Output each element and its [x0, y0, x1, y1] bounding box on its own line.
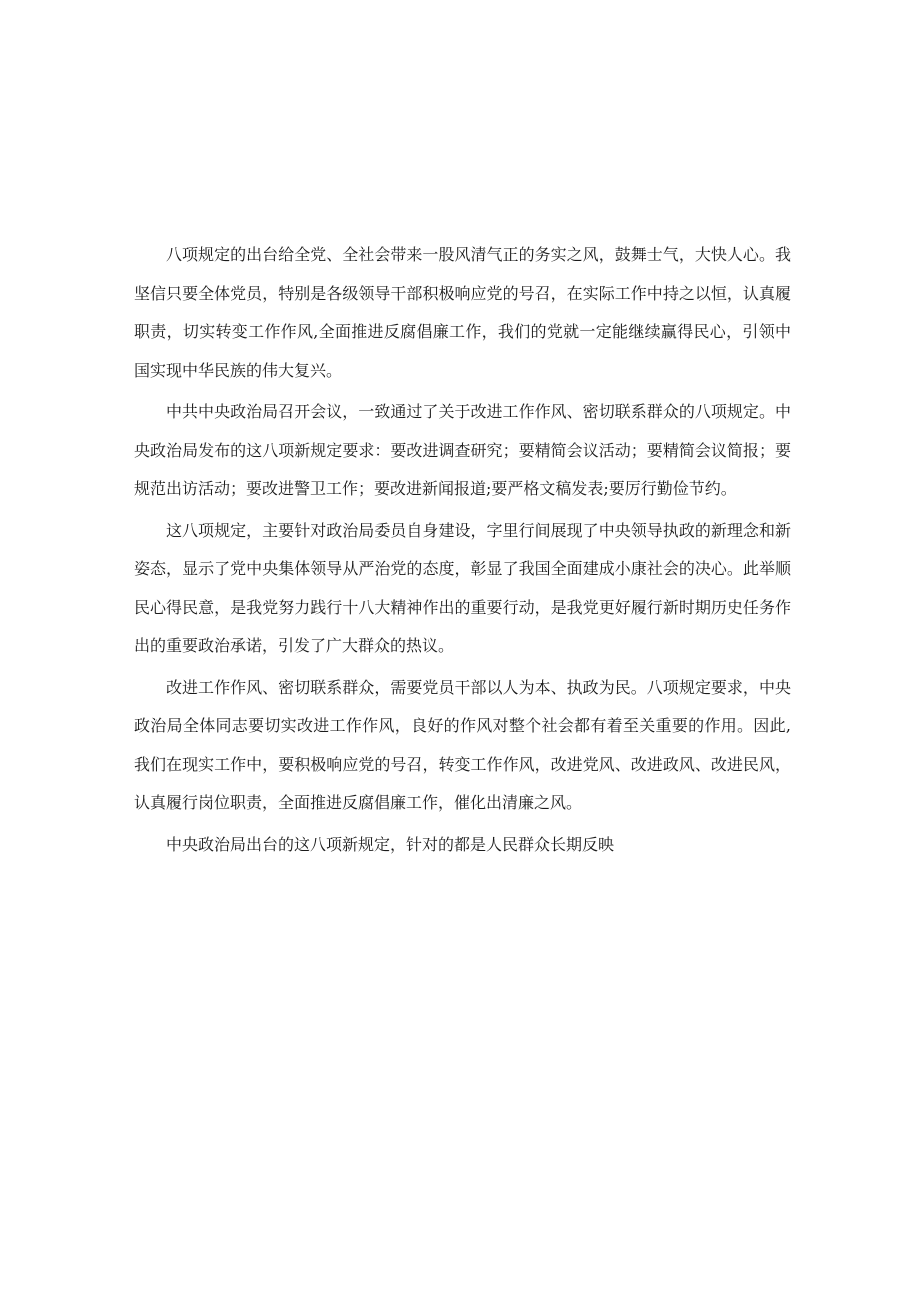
paragraph-5: 中央政治局出台的这八项新规定，针对的都是人民群众长期反映 — [166, 834, 615, 854]
document-body — [134, 236, 791, 867]
paragraph-2: 中共中央政治局召开会议，一致通过了关于改进工作作风、密切联系群众的八项规定。中央政治局发布的这八项新规定要求：要改进调查研究；要精简会议活动；要精简会议简报；要规范出访活动；要改进警卫工作；要改进新闻报道;要严格文稿发表;要厉行勤俭节约。 — [134, 402, 791, 498]
paragraph-4: 改进工作作风、密切联系群众，需要党员干部以人为本、执政为民。八项规定要求，中央政治局全体同志要切实改进工作作风，良好的作风对整个社会都有着至关重要的作用。因此,我们在现实工作中，要积极响应党的号召，转变工作作风，改进党风、改进政风、改进民风，认真履行岗位职责，全面推进反腐倡廉工作，催化出清廉之风。 — [134, 677, 791, 812]
paragraph-1: 八项规定的出台给全党、全社会带来一股风清气正的务实之风，鼓舞士气，大快人心。我坚信只要全体党员，特别是各级领导干部积极响应党的号召，在实际工作中持之以恒，认真履职责，切实转变工作作风,全面推进反腐倡廉工作，我们的党就一定能继续赢得民心，引领中国实现中华民族的伟大复兴。 — [134, 245, 791, 380]
paragraph-3: 这八项规定，主要针对政治局委员自身建设，字里行间展现了中央领导执政的新理念和新姿态，显示了党中央集体领导从严治党的态度，彰显了我国全面建成小康社会的决心。此举顺民心得民意，是我党努力践行十八大精神作出的重要行动，是我党更好履行新时期历史任务作出的重要政治承诺，引发了广大群众的热议。 — [134, 520, 791, 655]
